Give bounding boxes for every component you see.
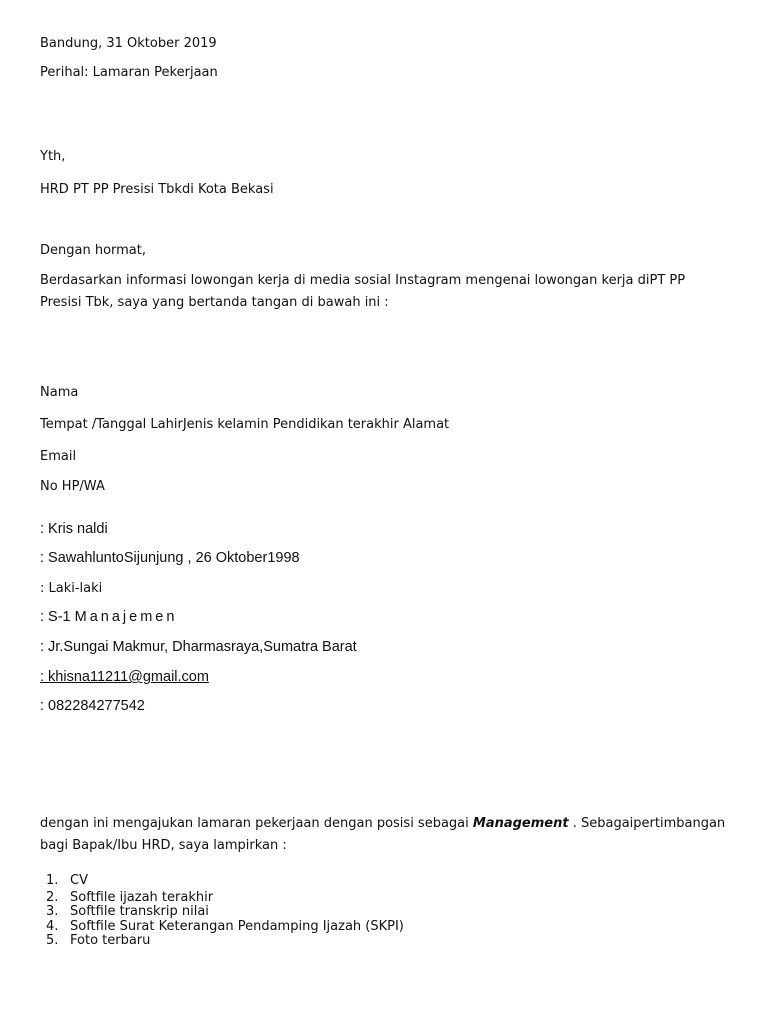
- salutation: Yth,: [40, 149, 66, 164]
- application-text-before: dengan ini mengajukan lamaran pekerjaan dengan posisi sebagai: [40, 816, 473, 831]
- list-item-number: 3.: [46, 904, 59, 919]
- list-item-number: 2.: [46, 889, 59, 905]
- education-major: Manajemen: [74, 609, 178, 625]
- label-email: Email: [40, 449, 77, 464]
- list-item: [46, 891, 404, 906]
- application-text-after: . Sebagaipertimbangan bagi Bapak/Ibu HRD, saya lampirkan :: [40, 816, 726, 853]
- list-item-number: 5.: [46, 933, 59, 948]
- label-ttl-group: Tempat /Tanggal LahirJenis kelamin Pendidikan terakhir Alamat: [40, 417, 450, 432]
- list-item-number: 1.: [46, 873, 59, 888]
- label-nama: Nama: [40, 385, 79, 400]
- list-item: [46, 934, 404, 949]
- list-item-label: Softfile Surat Keterangan Pendamping Ijazah (SKPI): [70, 918, 404, 934]
- value-email-link[interactable]: : khisna11211@gmail.com: [40, 669, 209, 685]
- list-item: [46, 874, 404, 889]
- value-address: : Jr.Sungai Makmur, Dharmasraya,Sumatra Barat: [40, 639, 357, 655]
- label-hp: No HP/WA: [40, 479, 105, 494]
- attachment-list: [46, 874, 404, 949]
- list-item-number: 4.: [46, 918, 59, 934]
- list-item-label: Softfile ijazah terakhir: [70, 889, 214, 905]
- recipient-address: HRD PT PP Presisi Tbkdi Kota Bekasi: [40, 182, 274, 197]
- place-date: Bandung, 31 Oktober 2019: [40, 36, 217, 51]
- list-item: [46, 920, 404, 935]
- list-item-label: Softfile transkrip nilai: [70, 904, 209, 919]
- value-phone: : 082284277542: [40, 698, 145, 714]
- value-ttl: : SawahluntoSijunjung , 26 Oktober1998: [40, 550, 300, 566]
- application-paragraph: [40, 813, 730, 857]
- value-nama: : Kris naldi: [40, 521, 108, 537]
- subject-line: Perihal: Lamaran Pekerjaan: [40, 65, 218, 80]
- list-item-label: CV: [70, 873, 88, 888]
- opening-paragraph: Berdasarkan informasi lowongan kerja di media sosial Instagram mengenai lowongan kerja diPT PP Presisi Tbk, saya yang bertanda tangan di bawah ini :: [40, 273, 686, 310]
- value-gender: : Laki-laki: [40, 581, 103, 596]
- education-prefix: : S-1: [40, 609, 75, 625]
- list-item: [46, 905, 404, 920]
- list-item-label: Foto terbaru: [70, 933, 151, 948]
- value-education: [40, 609, 177, 626]
- greeting: Dengan hormat,: [40, 243, 147, 258]
- application-position: Management: [472, 816, 569, 831]
